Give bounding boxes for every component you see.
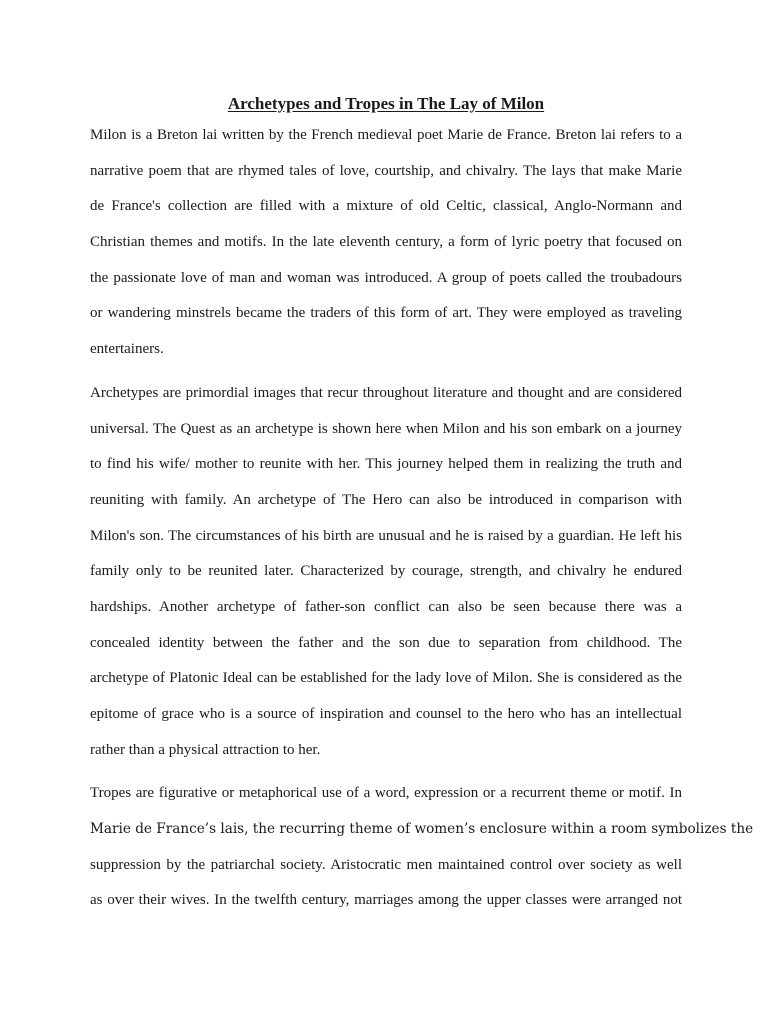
text-line: Milon is a Breton lai written by the French medieval poet Marie de France. Breton lai refers to a	[90, 127, 682, 143]
text-line: to find his wife/ mother to reunite with her. This journey helped them in realizing the truth and	[90, 456, 682, 473]
paragraph-tropes	[90, 776, 754, 919]
text-line: as over their wives. In the twelfth century, marriages among the upper classes were arranged not	[90, 892, 682, 909]
text-line: the passionate love of man and woman was introduced. A group of poets called the troubadours	[90, 269, 682, 286]
text-line: universal. The Quest as an archetype is shown here when Milon and his son embark on a journey	[90, 420, 682, 437]
text-line: Christian themes and motifs. In the late eleventh century, a form of lyric poetry that focused on	[90, 234, 682, 251]
text-line: archetype of Platonic Ideal can be established for the lady love of Milon. She is considered as the	[90, 670, 682, 687]
document-title-text: Archetypes and Tropes in The Lay of Milon	[227, 94, 545, 113]
text-line: rather than a physical attraction to her.	[90, 741, 321, 758]
text-line: or wandering minstrels became the traders of this form of art. They were employed as traveling	[90, 305, 682, 322]
text-line: Tropes are figurative or metaphorical use of a word, expression or a recurrent theme or motif. In	[90, 785, 682, 802]
text-line: reuniting with family. An archetype of The Hero can also be introduced in comparison with	[90, 491, 682, 508]
document-body	[90, 94, 754, 919]
paragraph-introduction	[90, 118, 682, 368]
text-line: family only to be reunited later. Characterized by courage, strength, and chivalry he endured	[90, 563, 682, 580]
text-line: hardships. Another archetype of father-son conflict can also be seen because there was a	[90, 598, 682, 615]
text-line: entertainers.	[90, 341, 164, 358]
text-line: suppression by the patriarchal society. Aristocratic men maintained control over society as well	[90, 856, 682, 873]
text-line: epitome of grace who is a source of inspiration and counsel to the hero who has an intellectual	[90, 706, 682, 722]
paragraph-gap	[90, 368, 682, 376]
text-line: Marie de France’s lais, the recurring theme of women’s enclosure within a room symbolizes the	[90, 821, 754, 838]
text-line: Archetypes are primordial images that recur throughout literature and thought and are considered	[90, 384, 682, 401]
paragraph-gap	[90, 768, 682, 776]
document-title	[90, 94, 682, 114]
text-line: narrative poem that are rhymed tales of love, courtship, and chivalry. The lays that make Marie	[90, 162, 682, 179]
paragraph-archetypes	[90, 376, 682, 769]
text-line: concealed identity between the father and the son due to separation from childhood. The	[90, 634, 682, 651]
text-line: Milon's son. The circumstances of his birth are unusual and he is raised by a guardian. He left his	[90, 527, 682, 544]
text-line: de France's collection are filled with a mixture of old Celtic, classical, Anglo-Normann and	[90, 198, 682, 215]
